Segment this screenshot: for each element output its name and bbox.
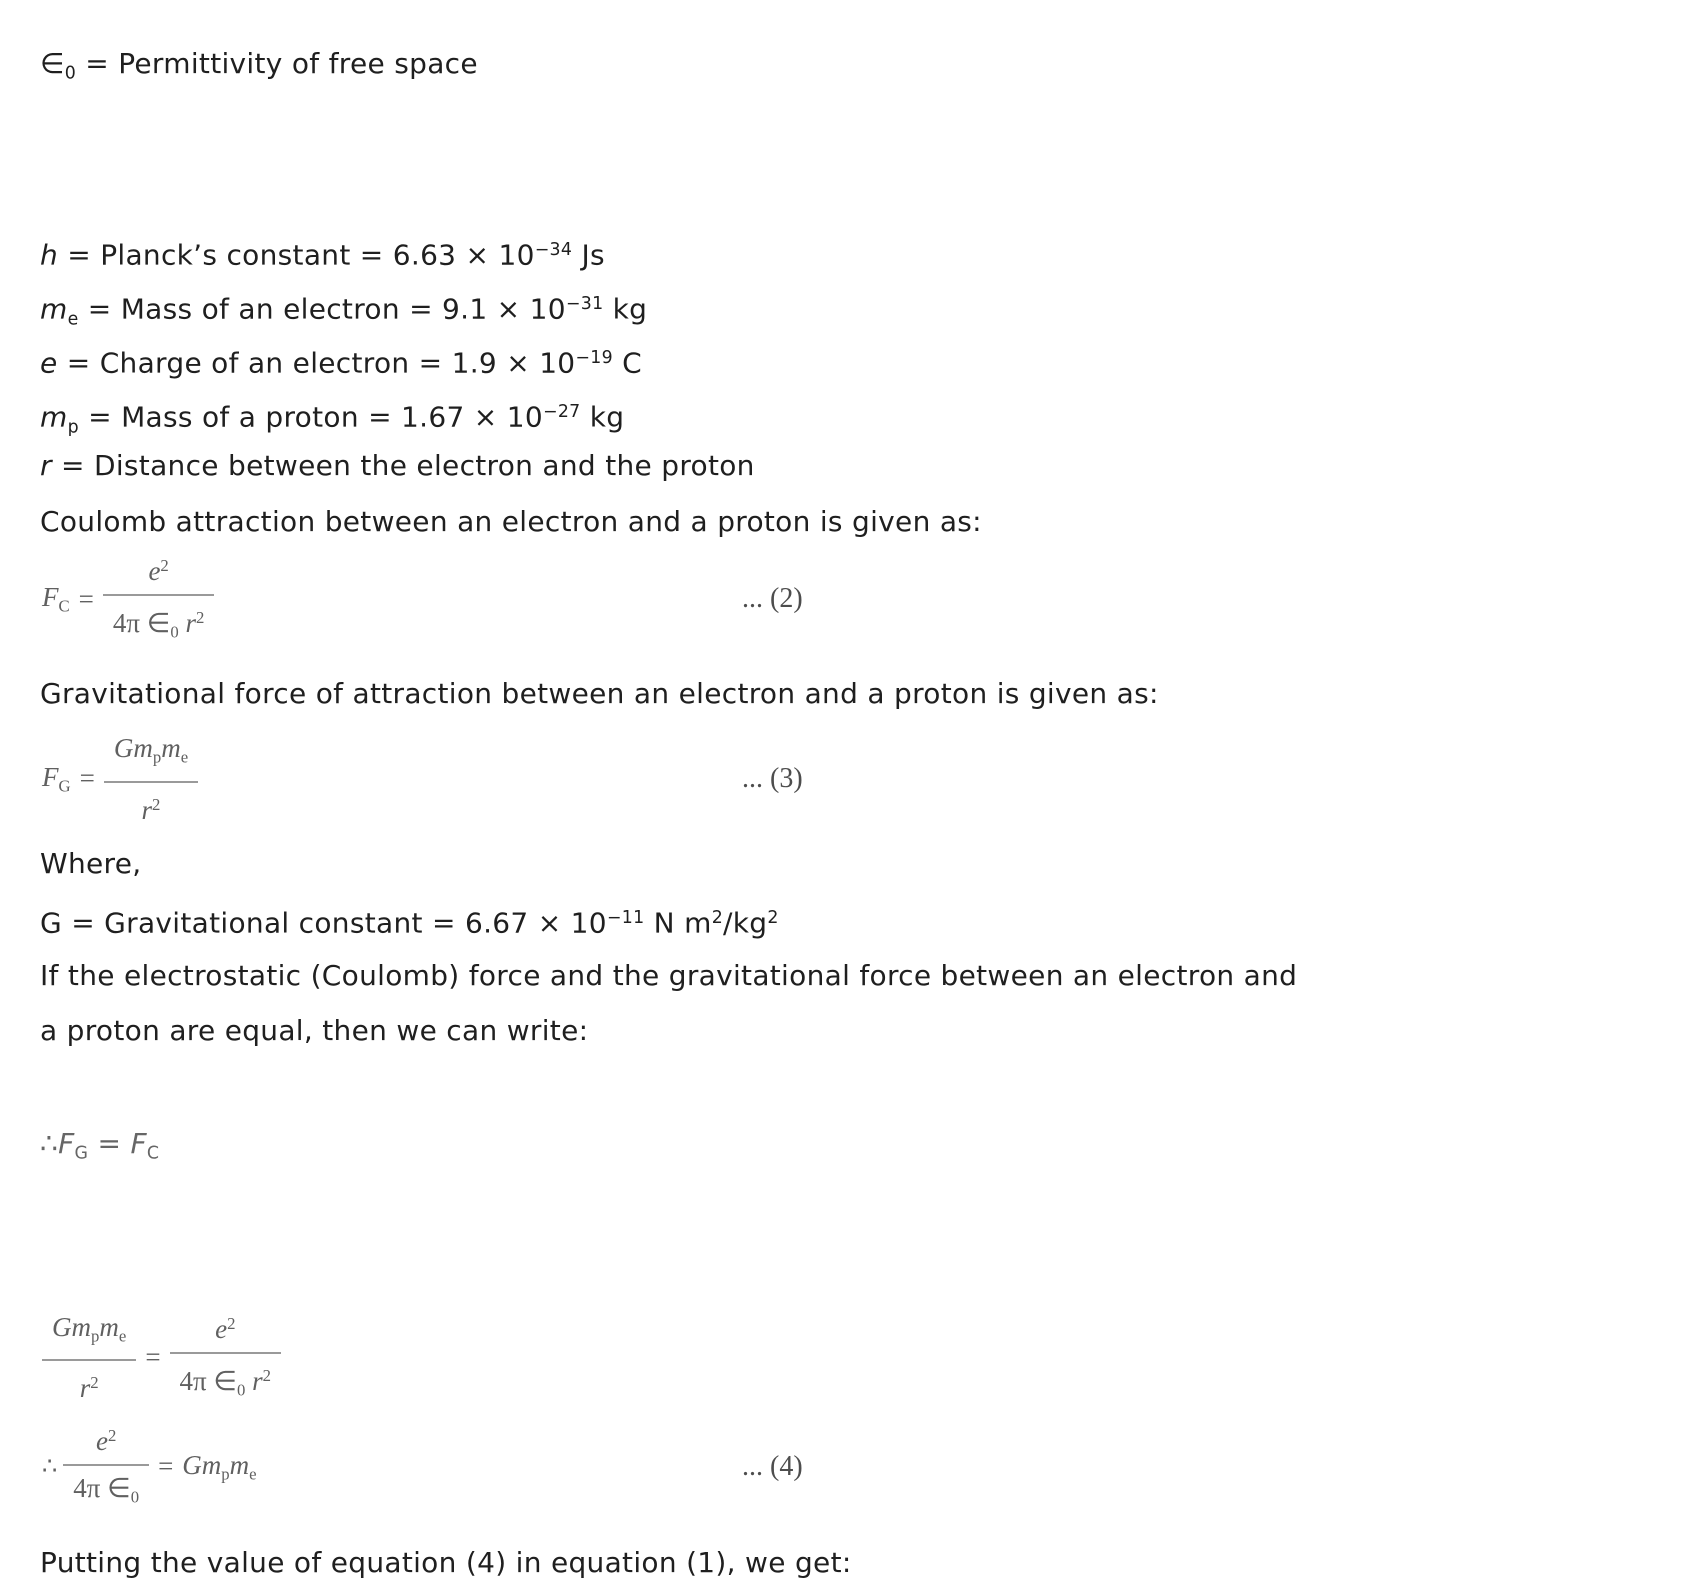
line-therefore-fg-equals-fc: $\therefore F_G = F_C$	[40, 1127, 160, 1164]
line-distance: r = Distance between the electron and the proton	[40, 449, 755, 482]
line-grav-intro: Gravitational force of attraction between an electron and a proton is given as:	[40, 677, 1159, 710]
fraction-numerator: $e^2$	[103, 548, 214, 596]
fraction-numerator: $Gm_pm_e$	[42, 1309, 136, 1362]
equals-sign: =	[145, 1341, 161, 1372]
equation-body	[42, 1418, 257, 1516]
equation-3-gravitational-force	[42, 730, 803, 828]
line-electron-mass: $m_e$ = Mass of an electron = $9.1 \times 10^{-31}$ kg	[40, 292, 648, 330]
fraction	[63, 1418, 149, 1516]
fraction	[104, 730, 198, 828]
line-planck-constant: h = Planck’s constant = $6.63 \times 10^{-34}$ Js	[40, 238, 605, 272]
equation-rhs: $Gm_pm_e$	[182, 1449, 257, 1484]
line-putting-value: Putting the value of equation (4) in equation (1), we get:	[40, 1546, 852, 1579]
equation-number: ... (2)	[742, 583, 803, 615]
line-grav-constant: G = Gravitational constant = $6.67 \times 10^{-11}$ N $m^2/kg^2$	[40, 906, 779, 940]
equation-number: ... (4)	[742, 1450, 803, 1482]
equals-sign: =	[78, 583, 94, 614]
equation-equating-forces	[42, 1306, 281, 1409]
equation-4-result	[42, 1418, 803, 1516]
fraction-denominator: 4π $\in_0$	[73, 1473, 140, 1507]
fraction-numerator: $Gm_pm_e$	[104, 730, 198, 783]
equation-lhs: $F_C$	[42, 582, 70, 616]
line-equal-condition-2: a proton are equal, then we can write:	[40, 1014, 589, 1047]
equation-lhs: $F_G$	[42, 761, 71, 796]
equation-2-coulomb-force	[42, 548, 803, 651]
fraction-left	[42, 1309, 136, 1407]
equation-body	[42, 1306, 281, 1409]
fraction-denominator: $r^2$	[141, 794, 161, 825]
line-proton-mass: $m_p$ = Mass of a proton = $1.67 \times 10^{-27}$ kg	[40, 400, 625, 438]
fraction-denominator: 4π $\in_0$ $r^2$	[179, 1366, 271, 1400]
equation-body	[42, 548, 214, 651]
line-coulomb-intro: Coulomb attraction between an electron and a proton is given as:	[40, 505, 982, 538]
equation-number: ... (3)	[742, 762, 803, 794]
fraction	[103, 548, 214, 651]
therefore-symbol: ∴	[42, 1454, 58, 1481]
fraction-denominator: $r^2$	[79, 1373, 99, 1404]
line-where: Where,	[40, 847, 142, 880]
line-permittivity: $\in_0$ = Permittivity of free space	[40, 47, 478, 84]
line-equal-condition-1: If the electrostatic (Coulomb) force and the gravitational force between an electron and	[40, 959, 1298, 992]
equals-sign: =	[158, 1451, 174, 1482]
equation-body	[42, 730, 198, 828]
equals-sign: =	[79, 763, 95, 794]
line-electron-charge: e = Charge of an electron = $1.9 \times 10^{-19}$ C	[40, 346, 643, 380]
fraction-denominator: 4π $\in_0$ $r^2$	[112, 608, 205, 642]
fraction-numerator: $e^2$	[170, 1306, 281, 1354]
fraction-numerator: $e^2$	[63, 1418, 149, 1466]
fraction-right	[170, 1306, 281, 1409]
